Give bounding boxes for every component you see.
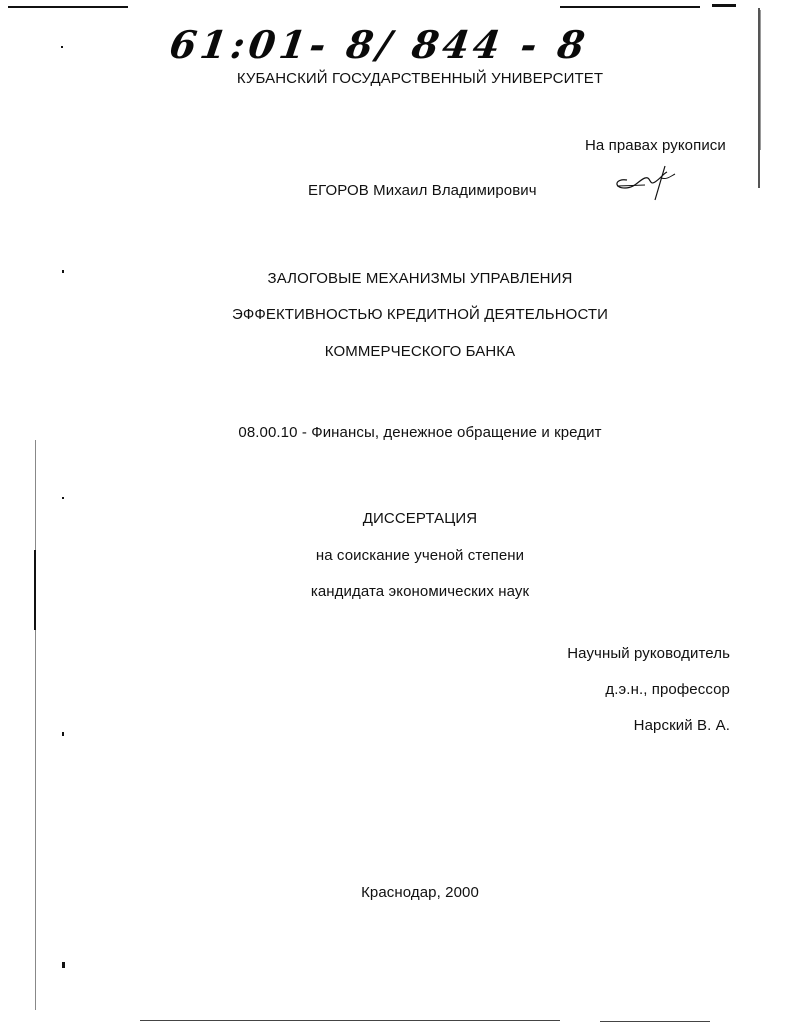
scan-dot-4 xyxy=(62,732,64,736)
scan-edge-bottom-right xyxy=(600,1021,710,1022)
supervisor-title: д.э.н., профессор xyxy=(605,681,730,698)
scan-dot-3 xyxy=(62,497,64,499)
degree-line-1: на соискание ученой степени xyxy=(315,547,525,564)
work-type: ДИССЕРТАЦИЯ xyxy=(362,510,478,527)
manuscript-rights: На правах рукописи xyxy=(585,137,726,154)
supervisor-name: Нарский В. А. xyxy=(633,717,730,734)
thesis-title-line-3: КОММЕРЧЕСКОГО БАНКА xyxy=(324,343,516,360)
thesis-title-line-1: ЗАЛОГОВЫЕ МЕХАНИЗМЫ УПРАВЛЕНИЯ xyxy=(267,270,573,287)
city-year: Краснодар, 2000 xyxy=(361,884,479,901)
supervisor-label: Научный руководитель xyxy=(567,645,730,662)
scan-dot-5 xyxy=(62,962,65,968)
signature-scribble xyxy=(605,158,685,208)
scan-edge-bottom xyxy=(140,1020,560,1021)
author-name: ЕГОРОВ Михаил Владимирович xyxy=(308,182,537,199)
archive-number-handwritten: 61:01- 8/ 844 - 8 xyxy=(166,22,592,67)
scan-edge-top-corner xyxy=(712,4,736,7)
scan-edge-top xyxy=(8,6,128,8)
scan-dot-1 xyxy=(61,46,63,48)
degree-line-2: кандидата экономических наук xyxy=(310,583,530,600)
thesis-title-line-2: ЭФФЕКТИВНОСТЬЮ КРЕДИТНОЙ ДЕЯТЕЛЬНОСТИ xyxy=(231,306,609,323)
scan-edge-top-right xyxy=(560,6,700,8)
university-name: КУБАНСКИЙ ГОСУДАРСТВЕННЫЙ УНИВЕРСИТЕТ xyxy=(236,70,604,87)
specialty: 08.00.10 - Финансы, денежное обращение и кредит xyxy=(238,424,602,441)
